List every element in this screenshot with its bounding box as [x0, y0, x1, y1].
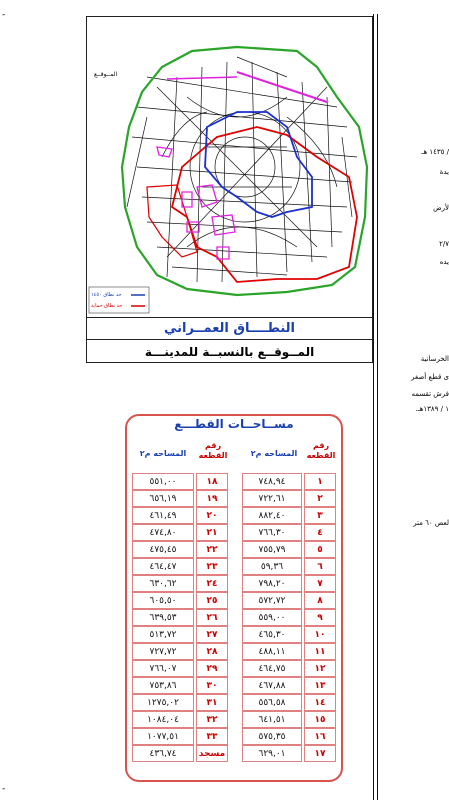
side-note: ٢/٧: [439, 240, 449, 248]
plot-area-cell: ٧٦٦,٣٠: [242, 524, 302, 541]
side-note: يده: [439, 258, 449, 266]
header-plot-number-right: رقم القطعه: [306, 441, 336, 460]
plot-area-cell: ٤٨٨,١١: [242, 643, 302, 660]
plot-number-cell: ١٥: [304, 711, 336, 728]
plot-number-cell: ١٧: [304, 745, 336, 762]
plot-area-cell: ٦٢٩,٠١: [242, 745, 302, 762]
plot-area-cell: ٦٥٦,١٩: [132, 490, 194, 507]
side-note: الخرسانية: [420, 355, 449, 363]
document-rule: [373, 14, 374, 800]
plot-area-cell: ٧٦٦,٠٧: [132, 660, 194, 677]
plot-area-cell: ٧٢٧,٧٢: [132, 643, 194, 660]
document-rule: [377, 14, 378, 800]
plot-number-cell: ٢٦: [196, 609, 228, 626]
plot-area-cell: ٥٩,٣٦: [242, 558, 302, 575]
side-note: يدة: [439, 168, 449, 176]
plot-area-cell: ٤٧٤,٨٠: [132, 524, 194, 541]
plot-number-cell: مسجد: [196, 745, 228, 762]
header-plot-number-left: رقم القطعه: [198, 441, 228, 460]
plot-area-cell: ٤٦٧,٨٨: [242, 677, 302, 694]
plot-number-cell: ١١: [304, 643, 336, 660]
map-title: النطــــاق العمــراني: [86, 317, 373, 339]
plot-number-cell: ٢٢: [196, 541, 228, 558]
plot-area-cell: ٧٥٥,٧٩: [242, 541, 302, 558]
header-area-left: المساحه م٢: [139, 449, 187, 458]
side-note: / ١٤٣٥ هـ: [421, 148, 449, 156]
plot-area-cell: ١٠٨٤,٠٤: [132, 711, 194, 728]
plot-area-cell: ٧٥٣,٨٦: [132, 677, 194, 694]
site-label: المــوقــع: [94, 71, 118, 78]
plot-area-cell: ٦٠٥,٥٠: [132, 592, 194, 609]
plot-number-cell: ١٤: [304, 694, 336, 711]
plot-number-cell: ٣١: [196, 694, 228, 711]
plot-number-cell: ١٠: [304, 626, 336, 643]
plot-number-cell: ١٦: [304, 728, 336, 745]
city-map: [87, 17, 372, 317]
plot-area-cell: ١٠٧٧,٥١: [132, 728, 194, 745]
plot-number-cell: ٣٣: [196, 728, 228, 745]
plot-area-cell: ٤٦٤,٤٧: [132, 558, 194, 575]
plot-area-cell: ٥٥٦,٥٨: [242, 694, 302, 711]
plot-area-cell: ٥٧٢,٧٢: [242, 592, 302, 609]
plot-number-cell: ١٣: [304, 677, 336, 694]
plot-number-cell: ٢٥: [196, 592, 228, 609]
plot-number-cell: ٢٣: [196, 558, 228, 575]
plot-number-cell: ٢٧: [196, 626, 228, 643]
legend-item-red: حد نطاق حماية: [91, 303, 123, 309]
plot-area-cell: ٥٥٩,٠٠: [242, 609, 302, 626]
plot-number-cell: ٧: [304, 575, 336, 592]
plot-area-cell: ٨٨٢,٤٠: [242, 507, 302, 524]
plot-number-cell: ١٢: [304, 660, 336, 677]
side-note: لعص ٦٠ متر: [413, 519, 449, 527]
plot-number-cell: ٢١: [196, 524, 228, 541]
side-note: فرش تقسمه: [411, 390, 449, 398]
plot-area-cell: ٦٣٠,٦٢: [132, 575, 194, 592]
plot-number-cell: ٨: [304, 592, 336, 609]
plot-number-cell: ٢٩: [196, 660, 228, 677]
plot-area-cell: ٤٣٦,٧٤: [132, 745, 194, 762]
road-network: [127, 57, 357, 282]
legend-item-blue: حد نطاق ١٤٥٠: [91, 292, 122, 298]
green-boundary: [122, 47, 367, 295]
table-title: مســاحــات القطـــع: [174, 417, 294, 431]
plot-number-cell: ٤: [304, 524, 336, 541]
side-note: لأرض: [433, 204, 449, 212]
left-margin-mark: -: [2, 784, 6, 794]
plot-number-cell: ٢٤: [196, 575, 228, 592]
plot-number-cell: ٢: [304, 490, 336, 507]
plot-number-cell: ١: [304, 473, 336, 490]
plot-number-cell: ٩: [304, 609, 336, 626]
plot-number-cell: ١٩: [196, 490, 228, 507]
plot-area-cell: ٧٩٨,٢٠: [242, 575, 302, 592]
plot-area-cell: ٥٧٥,٣٥: [242, 728, 302, 745]
plot-area-cell: ٤٧٥,٤٥: [132, 541, 194, 558]
plot-number-cell: ٢٠: [196, 507, 228, 524]
plot-area-cell: ٧٢٢,٦١: [242, 490, 302, 507]
plot-area-cell: ٦٤١,٥١: [242, 711, 302, 728]
header-area-right: المساحه م٢: [250, 449, 298, 458]
plot-number-cell: ١٨: [196, 473, 228, 490]
map-subtitle: المــوقــع بالنسبــة للمدينـــة: [86, 339, 373, 363]
plot-number-cell: ٣: [304, 507, 336, 524]
plot-area-cell: ٥٥١,٠٠: [132, 473, 194, 490]
plot-area-cell: ١٢٧٥,٠٢: [132, 694, 194, 711]
plot-area-cell: ٥١٣,٧٢: [132, 626, 194, 643]
plot-number-cell: ٥: [304, 541, 336, 558]
plot-area-cell: ٦٣٩,٥٣: [132, 609, 194, 626]
plot-area-cell: ٤٦٥,٣٠: [242, 626, 302, 643]
plot-area-cell: ٤٦١,٤٩: [132, 507, 194, 524]
plot-number-cell: ٢٨: [196, 643, 228, 660]
left-margin-mark: -: [2, 10, 6, 20]
plot-number-cell: ٦: [304, 558, 336, 575]
side-note: ى قطع أصغر: [411, 373, 449, 381]
plot-number-cell: ٣٢: [196, 711, 228, 728]
plot-number-cell: ٣٠: [196, 677, 228, 694]
plot-area-cell: ٤٦٤,٧٥: [242, 660, 302, 677]
plot-area-cell: ٧٤٨,٩٤: [242, 473, 302, 490]
side-note: ١ / ١٣٨٩هـ.: [415, 405, 449, 413]
